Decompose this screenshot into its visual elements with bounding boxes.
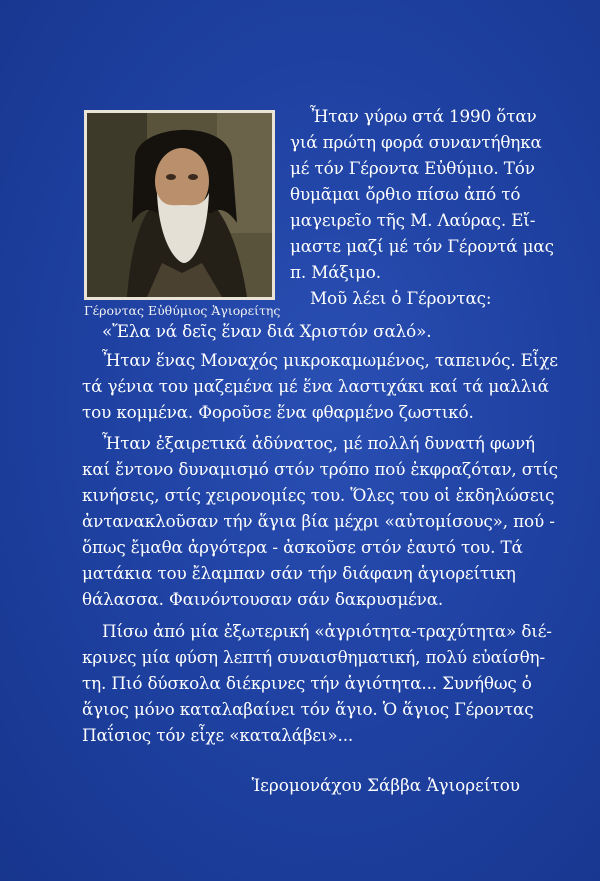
intro-line: Ἦταν γύρω στά 1990 ὅταν <box>310 106 537 126</box>
paragraph-line: ἅγιος μόνο καταλαβαίνει τόν ἅγιο. Ὁ ἅγιος Γέροντας <box>82 699 534 719</box>
paragraph-line: κινήσεις, στίς χειρονομίες του. Ὅλες του οἱ ἐκδηλώσεις <box>82 485 555 505</box>
paragraph-line: Πίσω ἀπό μία ἐξωτερική «ἀγριότητα-τραχύτητα» διέ- <box>102 621 552 641</box>
paragraph-line: θάλασσα. Φαινόντουσαν σάν δακρυσμένα. <box>82 589 444 609</box>
paragraph-line: Ἦταν ἕνας Μοναχός μικροκαμωμένος, ταπεινός. Εἶχε <box>102 350 558 370</box>
paragraph-line: Ἦταν ἐξαιρετικά ἀδύνατος, μέ πολλή δυνατή φωνή <box>102 433 535 453</box>
says-line <box>310 285 530 311</box>
paragraph-holiness <box>82 618 552 748</box>
paragraph-line: ματάκια του ἔλαμπαν σάν τήν διάφανη ἁγιορείτικη <box>82 563 516 583</box>
paragraph-line: του κομμένα. Φοροῦσε ἕνα φθαρμένο ζωστικό. <box>82 402 474 422</box>
says-text: Μοῦ λέει ὁ Γέροντας: <box>310 288 492 308</box>
quote-text: «Ἔλα νά δεῖς ἕναν διά Χριστόν σαλό». <box>102 321 432 341</box>
paragraph-line: ἀντανακλοῦσαν τήν ἅγια βία μέχρι «αὐτομίσους», πού - <box>82 511 555 531</box>
paragraph-line: τη. Πιό δύσκολα διέκρινες τήν ἁγιότητα... Συνήθως ὁ <box>82 673 532 693</box>
intro-line: π. Μάξιμο. <box>290 262 381 282</box>
intro-line: γιά πρώτη φορά συναντήθηκα <box>290 132 542 152</box>
paragraph-appearance <box>82 347 558 425</box>
intro-line: θυμᾶμαι ὄρθιο πίσω ἀπό τό <box>290 184 521 204</box>
monk-portrait-illustration <box>87 113 272 297</box>
intro-line: μέ τόν Γέροντα Εὐθύμιο. Τόν <box>290 158 535 178</box>
intro-paragraph <box>290 103 554 285</box>
paragraph-line: κρινες μία φύση λεπτή συναισθηματική, πολύ εὐαίσθη- <box>82 647 545 667</box>
paragraph-line: Παΐσιος τόν εἶχε «καταλάβει»... <box>82 725 354 745</box>
portrait-image <box>87 113 272 297</box>
quote-paragraph <box>82 318 520 344</box>
portrait-photo <box>84 110 275 300</box>
photo-caption: Γέροντας Εὐθύμιος Ἁγιορείτης <box>84 303 281 318</box>
paragraph-line: ὅπως ἔμαθα ἀργότερα - ἀσκοῦσε στόν ἑαυτό του. Τά <box>82 537 523 557</box>
paragraph-line: καί ἔντονο δυναμισμό στόν τρόπο πού ἐκφραζόταν, στίς <box>82 459 558 479</box>
intro-line: μαγειρεῖο τῆς Μ. Λαύρας. Εἴ- <box>290 210 536 230</box>
paragraph-line: τά γένια του μαζεμένα μέ ἕνα λαστιχάκι καί τά μαλλιά <box>82 376 549 396</box>
paragraph-character <box>82 430 558 612</box>
intro-line: μαστε μαζί μέ τόν Γέροντά μας <box>290 236 554 256</box>
author-signature: Ἱερομονάχου Σάββα Ἁγιορείτου <box>251 775 520 795</box>
